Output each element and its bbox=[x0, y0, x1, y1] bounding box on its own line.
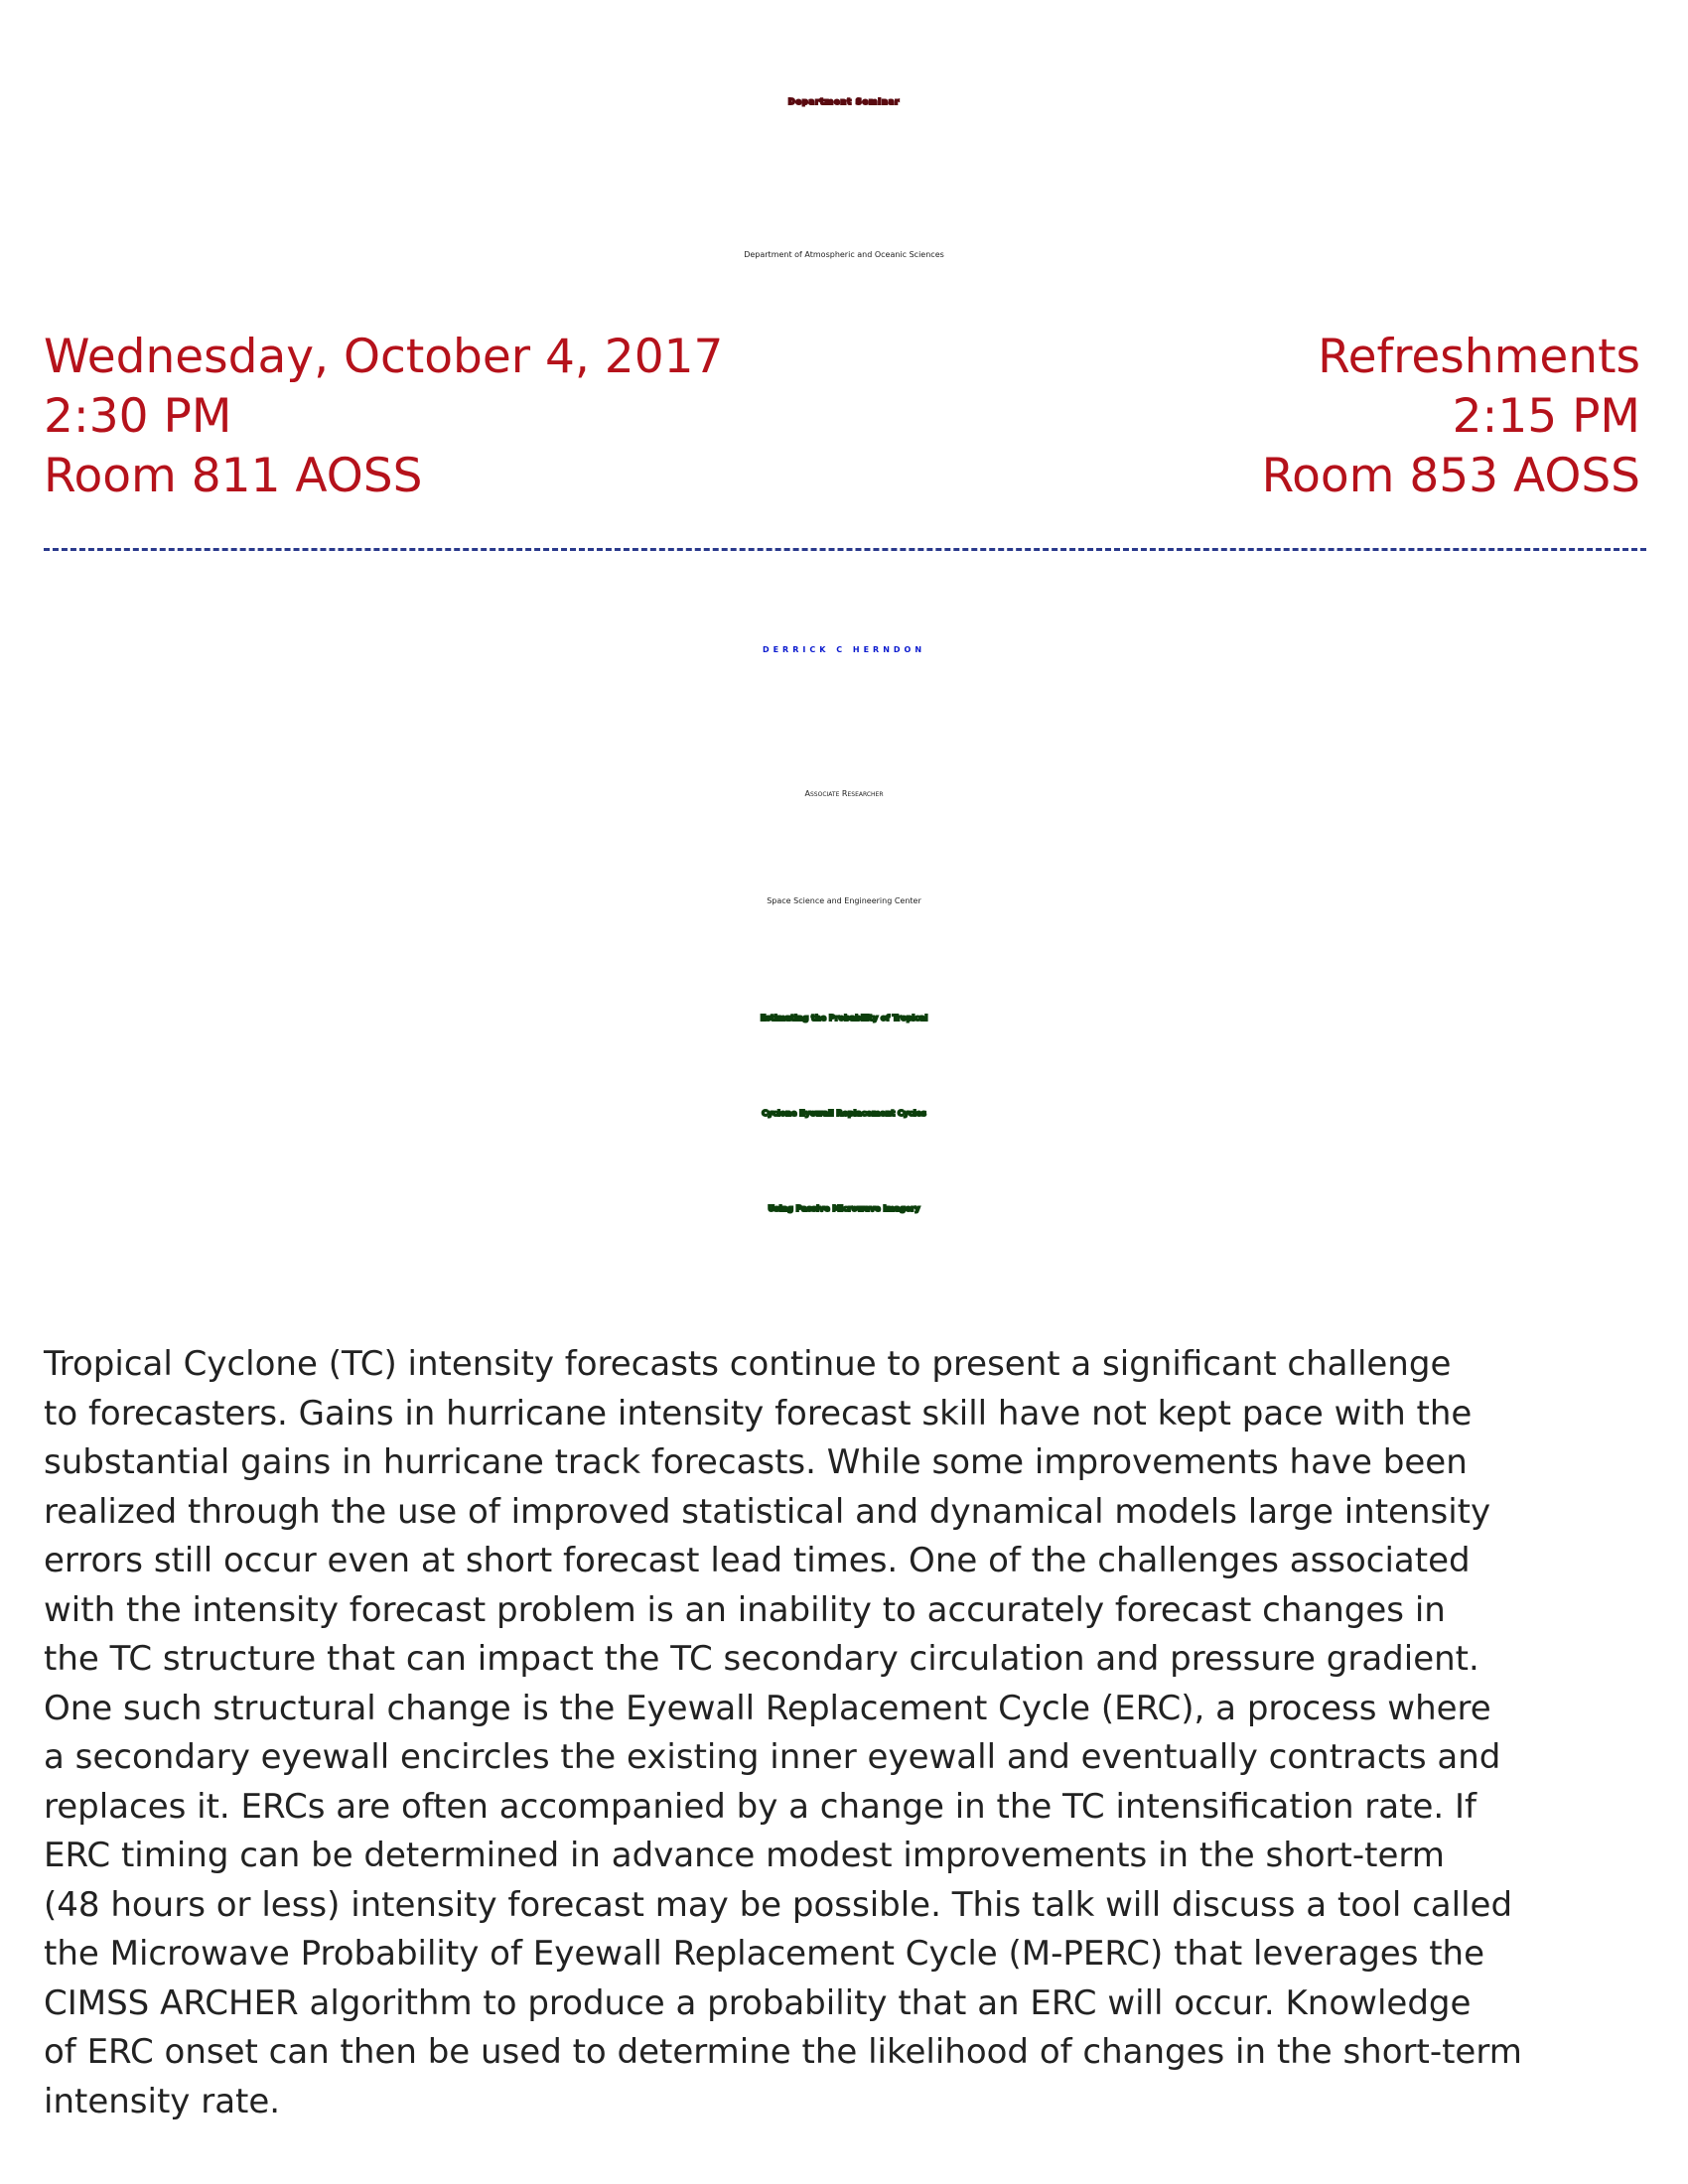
speaker-title: Associate Researcher bbox=[804, 789, 884, 798]
abstract-line: replaces it. ERCs are often accompanied by a change in the TC intensification rate. If bbox=[44, 1786, 1477, 1827]
event-date: Wednesday, October 4, 2017 bbox=[44, 330, 724, 384]
refreshments-label: Refreshments bbox=[1318, 330, 1640, 384]
abstract-line: a secondary eyewall encircles the existing inner eyewall and eventually contracts and bbox=[44, 1737, 1501, 1777]
speaker-affiliation: Space Science and Engineering Center bbox=[767, 896, 921, 905]
refreshments-room: Room 853 AOSS bbox=[1261, 449, 1640, 503]
abstract-line: (48 hours or less) intensity forecast may be possible. This talk will discuss a tool called bbox=[44, 1884, 1513, 1925]
department-name: Department of Atmospheric and Oceanic Sciences bbox=[744, 250, 944, 259]
abstract-line: to forecasters. Gains in hurricane intensity forecast skill have not kept pace with the bbox=[44, 1393, 1473, 1433]
abstract bbox=[44, 1340, 1662, 2126]
event-room: Room 811 AOSS bbox=[44, 449, 423, 503]
abstract-line: ERC timing can be determined in advance modest improvements in the short-term bbox=[44, 1836, 1445, 1875]
abstract-line: One such structural change is the Eyewall Replacement Cycle (ERC), a process where bbox=[44, 1688, 1491, 1728]
refreshments-time: 2:15 PM bbox=[1452, 389, 1640, 444]
talk-title-line: Estimating the Probability of Tropical bbox=[760, 1014, 928, 1023]
abstract-line: the TC structure that can impact the TC secondary circulation and pressure gradient. bbox=[44, 1639, 1479, 1679]
abstract-line: of ERC onset can then be used to determine the likelihood of changes in the short-term bbox=[44, 2032, 1522, 2072]
speaker-name: DERRICK C HERNDON bbox=[762, 645, 926, 654]
abstract-line: Tropical Cyclone (TC) intensity forecasts continue to present a significant challenge bbox=[44, 1344, 1452, 1384]
abstract-line: realized through the use of improved statistical and dynamical models large intensity bbox=[44, 1491, 1491, 1532]
refreshments-details bbox=[1262, 328, 1640, 506]
abstract-line: substantial gains in hurricane track forecasts. While some improvements have been bbox=[44, 1442, 1468, 1482]
talk-title bbox=[0, 971, 1688, 1257]
abstract-line: CIMSS ARCHER algorithm to produce a probability that an ERC will occur. Knowledge bbox=[44, 1982, 1472, 2023]
abstract-line: the Microwave Probability of Eyewall Replacement Cycle (M-PERC) that leverages the bbox=[44, 1934, 1485, 1974]
abstract-line: with the intensity forecast problem is an inability to accurately forecast changes in bbox=[44, 1589, 1446, 1630]
talk-title-line: Cyclone Eyewall Replacement Cycles bbox=[762, 1109, 926, 1118]
section-divider bbox=[44, 548, 1646, 551]
abstract-line: intensity rate. bbox=[44, 2081, 281, 2121]
seminar-title: Department Seminar bbox=[787, 97, 901, 106]
abstract-line: errors still occur even at short forecast lead times. One of the challenges associated bbox=[44, 1541, 1471, 1580]
event-time: 2:30 PM bbox=[44, 389, 232, 444]
talk-title-line: Using Passive Microwave Imagery bbox=[768, 1204, 920, 1213]
event-details bbox=[44, 328, 723, 506]
